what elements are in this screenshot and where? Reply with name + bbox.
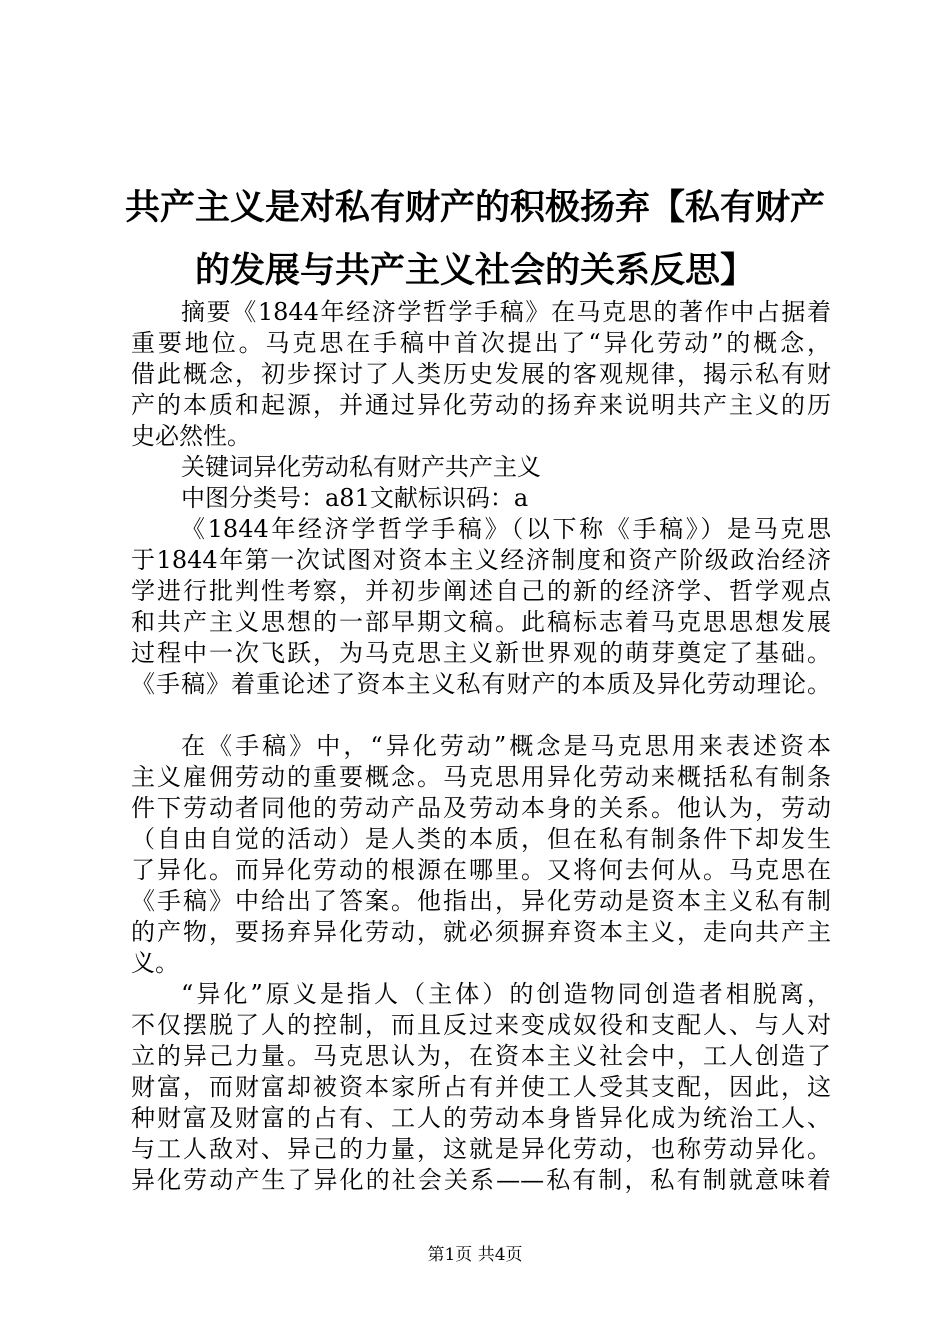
paragraph-line: 财富，而财富却被资本家所占有并使工人受其支配，因此，这 (131, 1073, 831, 1101)
paragraph-line: 《手稿》中给出了答案。他指出，异化劳动是资本主义私有制 (131, 887, 831, 915)
abstract-line: 摘要《1844年经济学哲学手稿》在马克思的著作中占据着 (181, 298, 831, 326)
document-title-line-2: 的发展与共产主义社会的关系反思】 (194, 251, 755, 291)
paragraph-line: 异化劳动产生了异化的社会关系——私有制，私有制就意味着 (131, 1166, 831, 1194)
document-title-line-1: 共产主义是对私有财产的积极扬弃【私有财产 (124, 188, 825, 228)
abstract-line: 重要地位。马克思在手稿中首次提出了“异化劳动”的概念， (131, 329, 831, 357)
classification-line: 中图分类号：a81文献标识码：a (181, 484, 529, 512)
paragraph-line: 了异化。而异化劳动的根源在哪里。又将何去何从。马克思在 (131, 856, 831, 884)
abstract-line: 产的本质和起源，并通过异化劳动的扬弃来说明共产主义的历 (131, 391, 831, 419)
paragraph-line: 《手稿》着重论述了资本主义私有财产的本质及异化劳动理论。 (131, 670, 831, 698)
paragraph-line: 学进行批判性考察，并初步阐述自己的新的经济学、哲学观点 (131, 577, 831, 605)
paragraph-line: 过程中一次飞跃，为马克思主义新世界观的萌芽奠定了基础。 (131, 639, 831, 667)
abstract-line: 史必然性。 (131, 422, 251, 450)
paragraph-line: 的产物，要扬弃异化劳动，就必须摒弃资本主义，走向共产主 (131, 918, 831, 946)
paragraph-line: 与工人敌对、异己的力量，这就是异化劳动，也称劳动异化。 (131, 1135, 831, 1163)
paragraph-line: 和共产主义思想的一部早期文稿。此稿标志着马克思思想发展 (131, 608, 831, 636)
paragraph-line: 在《手稿》中，“异化劳动”概念是马克思用来表述资本 (181, 732, 831, 760)
page-number-footer: 第1页 共4页 (427, 1245, 523, 1265)
paragraph-line: 不仅摆脱了人的控制，而且反过来变成奴役和支配人、与人对 (131, 1011, 831, 1039)
keywords-line: 关键词异化劳动私有财产共产主义 (181, 453, 541, 481)
paragraph-line: 件下劳动者同他的劳动产品及劳动本身的关系。他认为，劳动 (131, 794, 831, 822)
paragraph-line: 主义雇佣劳动的重要概念。马克思用异化劳动来概括私有制条 (131, 763, 831, 791)
paragraph-line: 于1844年第一次试图对资本主义经济制度和资产阶级政治经济 (131, 546, 831, 574)
paragraph-line: （自由自觉的活动）是人类的本质，但在私有制条件下却发生 (131, 825, 831, 853)
paragraph-line: 立的异己力量。马克思认为，在资本主义社会中，工人创造了 (131, 1042, 831, 1070)
paragraph-line: 种财富及财富的占有、工人的劳动本身皆异化成为统治工人、 (131, 1104, 831, 1132)
paragraph-line: “异化”原义是指人（主体）的创造物同创造者相脱离， (181, 980, 831, 1008)
paragraph-line: 义。 (131, 949, 179, 977)
paragraph-line: 《1844年经济学哲学手稿》（以下称《手稿》）是马克思 (181, 515, 831, 543)
abstract-line: 借此概念，初步探讨了人类历史发展的客观规律，揭示私有财 (131, 360, 831, 388)
